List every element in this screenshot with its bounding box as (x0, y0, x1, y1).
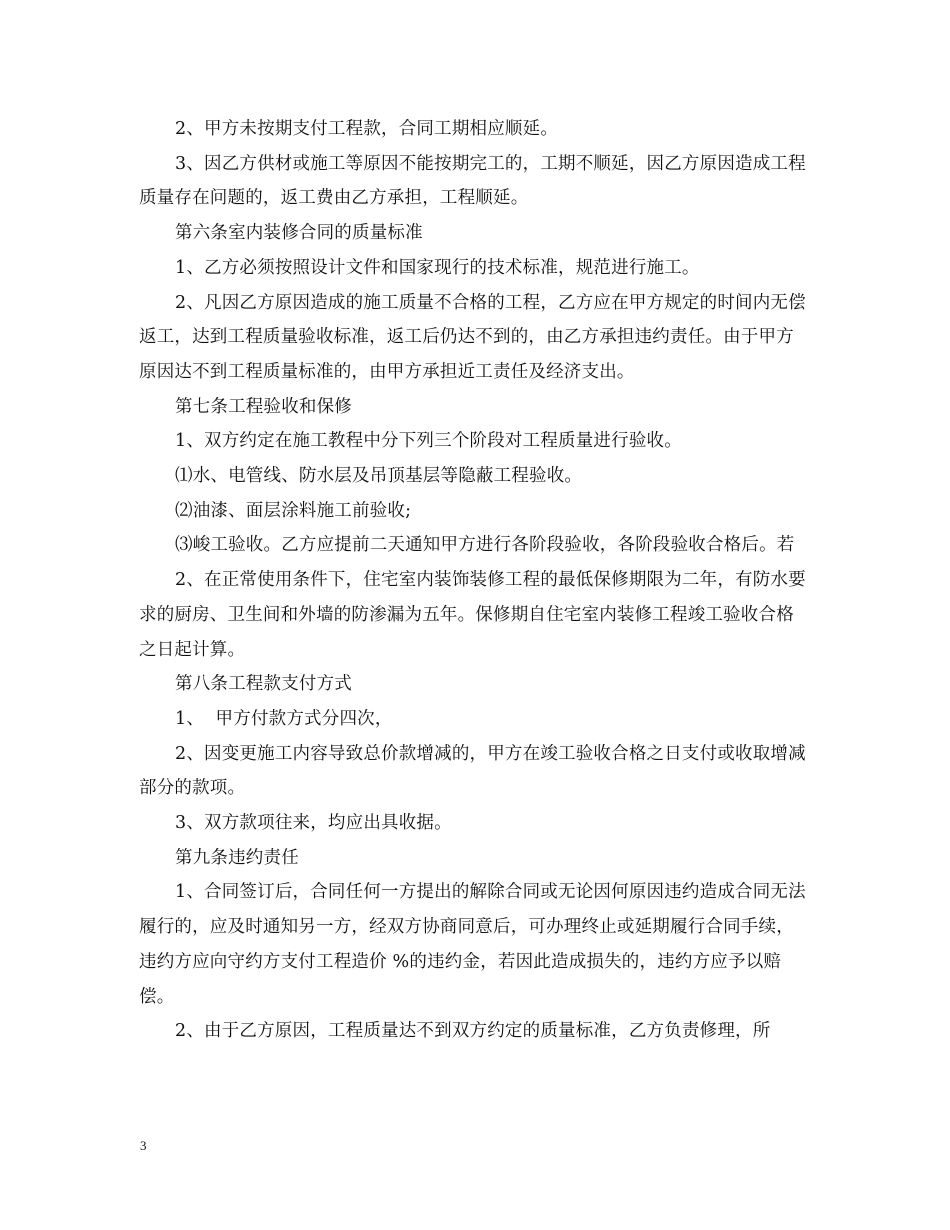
paragraph-payment-1: 1、 甲方付款方式分四次， (175, 708, 393, 729)
paragraph-3-delay-contractor: 3、因乙方供材或施工等原因不能按期完工的，工期不顺延，因乙方原因造成工程质量存在问题的，返工费由乙方承担，工程顺延。 (139, 153, 806, 209)
section-heading-article-7: 第七条工程验收和保修 (175, 396, 352, 417)
paragraph-2-delay-payment: 2、甲方未按期支付工程款，合同工期相应顺延。 (175, 119, 559, 139)
section-heading-article-8: 第八条工程款支付方式 (175, 674, 352, 695)
section-heading-article-6: 第六条室内装修合同的质量标准 (175, 223, 423, 244)
paragraph-quality-2: 2、凡因乙方原因造成的施工质量不合格的工程，乙方应在甲方规定的时间内无偿返工，达到工程质量验收标准，返工后仍达不到的，由乙方承担违约责任。由于甲方原因达不到工程质量标准的，由甲方承担近工责任及经济支出。 (139, 292, 806, 382)
paragraph-acceptance-item-2: ⑵油漆、面层涂料施工前验收; (175, 500, 412, 521)
paragraph-payment-2: 2、因变更施工内容导致总价款增减的，甲方在竣工验收合格之日支付或收取增减部分的款项。 (139, 743, 806, 799)
paragraph-payment-3: 3、双方款项往来，均应出具收据。 (175, 813, 452, 834)
paragraph-liability-2: 2、由于乙方原因，工程质量达不到双方约定的质量标准，乙方负责修理，所 (175, 1021, 771, 1042)
paragraph-acceptance-1: 1、双方约定在施工教程中分下列三个阶段对工程质量进行验收。 (175, 431, 682, 452)
page-number: 3 (140, 1138, 147, 1153)
paragraph-liability-1: 1、合同签订后，合同任何一方提出的解除合同或无论因何原因违约造成合同无法履行的，应及时通知另一方，经双方协商同意后，可办理终止或延期履行合同手续，违约方应向守约方支付工程造价 %的违约金，若因此造成损失的，违约方应予以赔偿。 (139, 882, 806, 1007)
paragraph-acceptance-item-1: ⑴水、电管线、防水层及吊顶基层等隐蔽工程验收。 (175, 466, 583, 487)
section-heading-article-9: 第九条违约责任 (175, 847, 299, 868)
document-body (139, 112, 811, 1049)
paragraph-acceptance-item-3: ⑶峻工验收。乙方应提前二天通知甲方进行各阶段验收，各阶段验收合格后。若 (175, 535, 795, 556)
paragraph-warranty-2: 2、在正常使用条件下，住宅室内装饰装修工程的最低保修期限为二年，有防水要求的厨房、卫生间和外墙的防渗漏为五年。保修期自住宅室内装修工程竣工验收合格之日起计算。 (139, 570, 806, 660)
paragraph-quality-1: 1、乙方必须按照设计文件和国家现行的技术标准，规范进行施工。 (175, 257, 700, 278)
